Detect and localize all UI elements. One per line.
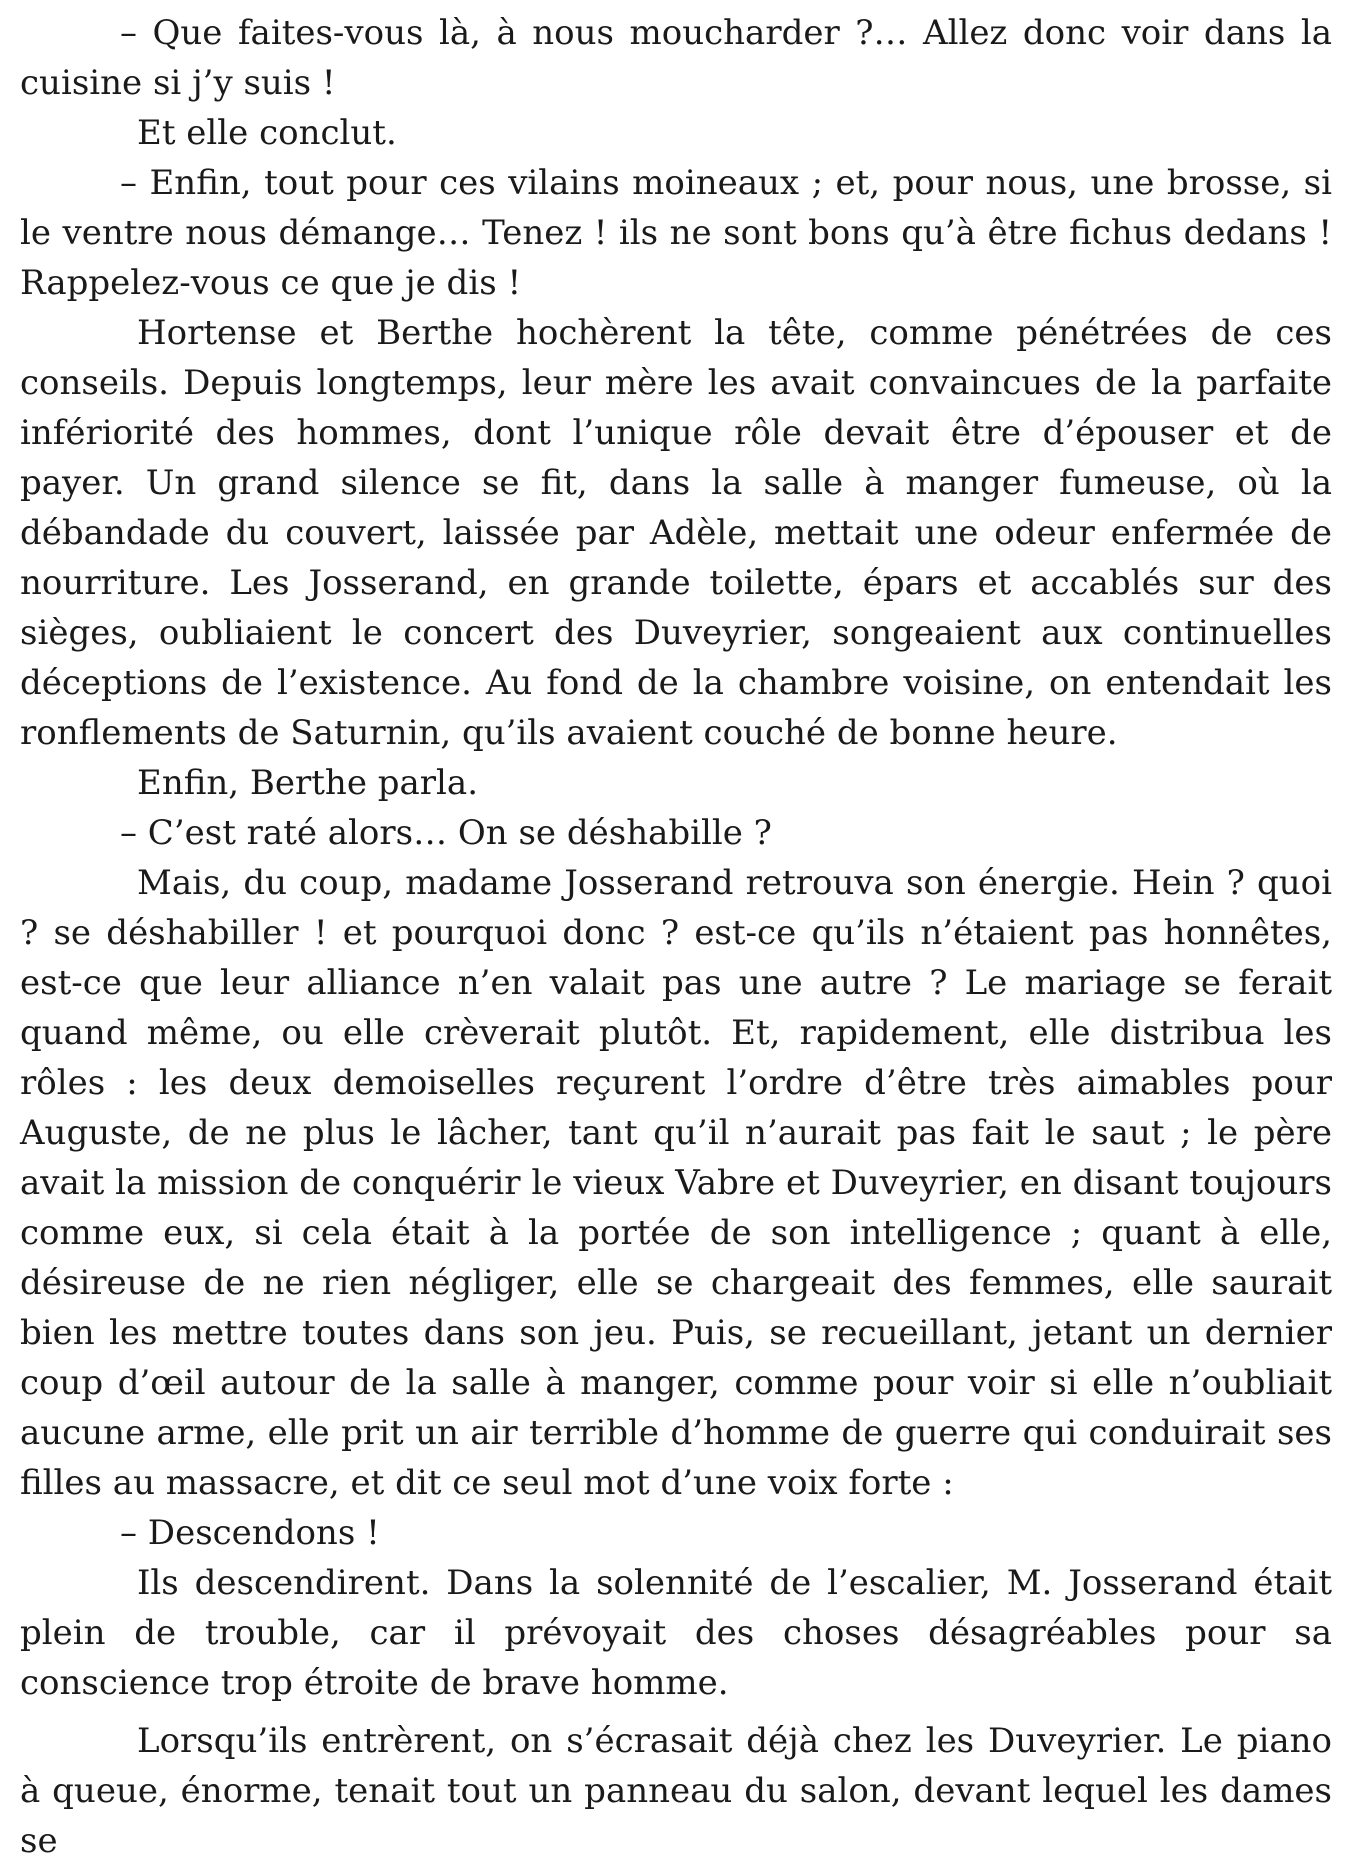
narrative-paragraph: Ils descendirent. Dans la solennité de l’escalier, M. Josserand était plein de trouble, car il prévoyait des choses désagréables pour sa conscience trop étroite de brave homme.	[20, 1563, 1332, 1703]
narrative-paragraph: Lorsqu’ils entrèrent, on s’écrasait déjà chez les Duveyrier. Le piano à queue, énorme, tenait tout un panneau du salon, devant lequel les dames se	[20, 1721, 1332, 1861]
page-body	[20, 8, 1332, 1866]
narrative-paragraph: Hortense et Berthe hochèrent la tête, comme pénétrées de ces conseils. Depuis longtemps, leur mère les avait convaincues de la parfaite infériorité des hommes, dont l’unique rôle devait être d’épouser et de payer. Un grand silence se fit, dans la salle à manger fumeuse, où la débandade du couvert, laissée par Adèle, mettait une odeur enfermée de nourriture. Les Josserand, en grande toilette, épars et accablés sur des sièges, oubliaient le concert des Duveyrier, songeaient aux continuelles déceptions de l’existence. Au fond de la chambre voisine, on entendait les ronflements de Saturnin, qu’ils avaient couché de bonne heure.	[20, 313, 1332, 753]
dialogue-paragraph: – C’est raté alors… On se déshabille ?	[120, 813, 772, 853]
narrative-paragraph: Mais, du coup, madame Josserand retrouva son énergie. Hein ? quoi ? se déshabiller ! et pourquoi donc ? est-ce qu’ils n’étaient pas honnêtes, est-ce que leur alliance n’en valait pas une autre ? Le mariage se ferait quand même, ou elle crèverait plutôt. Et, rapidement, elle distribua les rôles : les deux demoiselles reçurent l’ordre d’être très aimables pour Auguste, de ne plus le lâcher, tant qu’il n’aurait pas fait le saut ; le père avait la mission de conquérir le vieux Vabre et Duveyrier, en disant toujours comme eux, si cela était à la portée de son intelligence ; quant à elle, désireuse de ne rien négliger, elle se chargeait des femmes, elle saurait bien les mettre toutes dans son jeu. Puis, se recueillant, jetant un dernier coup d’œil autour de la salle à manger, comme pour voir si elle n’oubliait aucune arme, elle prit un air terrible d’homme de guerre qui conduirait ses filles au massacre, et dit ce seul mot d’une voix forte :	[20, 863, 1332, 1503]
dialogue-paragraph: – Descendons !	[120, 1513, 380, 1553]
narrative-paragraph: Et elle conclut.	[137, 113, 397, 153]
narrative-paragraph: Enfin, Berthe parla.	[137, 763, 478, 803]
dialogue-paragraph: – Que faites-vous là, à nous moucharder ?… Allez donc voir dans la cuisine si j’y suis !	[20, 13, 1332, 103]
dialogue-paragraph: – Enfin, tout pour ces vilains moineaux ; et, pour nous, une brosse, si le ventre nous démange… Tenez ! ils ne sont bons qu’à être fichus dedans ! Rappelez-vous ce que je dis !	[20, 163, 1332, 303]
